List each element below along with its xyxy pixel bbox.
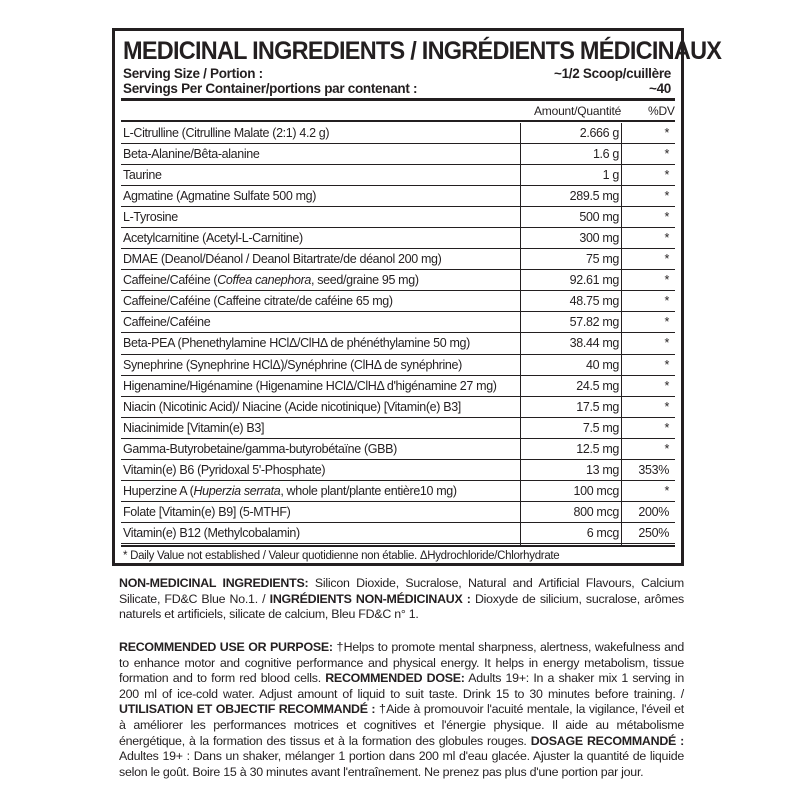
column-header-dv: %DV [648, 104, 675, 118]
ingredient-amount: 2.666 g [579, 126, 619, 140]
ingredient-dv: * [664, 441, 669, 456]
ingredient-name: DMAE (Deanol/Déanol / Deanol Bitartrate/de déanol 200 mg) [123, 252, 442, 267]
ingredient-amount: 289.5 mg [569, 189, 619, 204]
ingredient-name [123, 484, 457, 498]
table-row [121, 312, 675, 333]
ingredient-dv: * [664, 252, 669, 267]
servings-per-container-label: Servings Per Container/portions par contenant : [123, 81, 418, 96]
servings-per-container-line [123, 81, 671, 96]
recommended-use-section [119, 640, 684, 780]
ingredient-amount: 500 mg [579, 210, 619, 225]
ingredient-dv: 353% [638, 462, 669, 477]
ingredient-dv: * [664, 126, 669, 140]
label-utilisation: UTILISATION ET OBJECTIF RECOMMANDÉ : [119, 702, 376, 717]
ingredient-name: L-Tyrosine [123, 210, 178, 225]
ingredient-dv: * [664, 399, 669, 414]
ingredient-name-part: , seed/graine 95 mg) [311, 273, 419, 288]
ingredient-name-part: Huperzine A ( [123, 483, 194, 498]
ingredient-dv: 250% [638, 525, 669, 540]
ingredient-amount: 48.75 mg [569, 294, 619, 309]
table-row [121, 481, 675, 502]
serving-size-label: Serving Size / Portion : [123, 66, 263, 81]
table-row [121, 291, 675, 312]
serving-size-line [123, 66, 671, 81]
table-row [121, 249, 675, 270]
ingredient-amount: 1.6 g [592, 147, 619, 162]
servings-per-container-value: ~40 [649, 81, 671, 96]
ingredient-dv: * [664, 210, 669, 225]
ingredient-dv: * [664, 315, 669, 330]
medicinal-ingredients-panel [112, 28, 722, 566]
table-row [121, 397, 675, 418]
column-header-amount: Amount/Quantité [534, 104, 622, 118]
ingredient-name: Gamma-Butyrobetaine/gamma-butyrobétaïne (GBB) [123, 441, 397, 456]
table-row [121, 355, 675, 376]
ingredient-table [121, 123, 675, 544]
ingredient-name: Niacinimide [Vitamin(e) B3] [123, 420, 265, 435]
ingredient-amount: 1 g [602, 168, 619, 183]
table-row [121, 376, 675, 397]
ingredient-dv: 200% [638, 504, 669, 519]
ingredient-name: Niacin (Nicotinic Acid)/ Niacine (Acide nicotinique) [Vitamin(e) B3] [123, 399, 461, 414]
ingredient-dv: * [664, 483, 669, 498]
ingredient-name: Synephrine (Synephrine HClΔ)/Synéphrine (ClHΔ de synéphrine) [123, 357, 462, 372]
ingredient-name: Agmatine (Agmatine Sulfate 500 mg) [123, 189, 317, 204]
label-dosage: DOSAGE RECOMMANDÉ : [530, 733, 685, 748]
text-dosage: Adultes 19+ : Dans un shaker, mélanger 1 portion dans 200 ml d'eau glacée. Ajuster la quantité de liquide selon le goût. Boire 15 à 30 minutes avant l'entraînement. Ne prenez pas plus d'une portion par jour. [119, 749, 684, 779]
table-row [121, 123, 675, 144]
ingredient-amount: 57.82 mg [569, 315, 619, 330]
header-divider [121, 120, 675, 122]
table-row [121, 207, 675, 228]
ingredient-name-part: , whole plant/plante entière10 mg) [280, 483, 457, 498]
label-non-medicinal-en: NON-MEDICINAL INGREDIENTS: [119, 576, 309, 590]
ingredient-name: Beta-PEA (Phenethylamine HClΔ/ClHΔ de phénéthylamine 50 mg) [123, 336, 470, 351]
ingredient-dv: * [664, 294, 669, 309]
non-medicinal-ingredients [119, 576, 684, 623]
table-row [121, 523, 675, 544]
serving-size-value: ~1/2 Scoop/cuillère [554, 66, 671, 81]
ingredient-dv: * [664, 378, 669, 393]
ingredient-name: Caffeine/Caféine (Caffeine citrate/de caféine 65 mg) [123, 294, 393, 309]
ingredient-name: L-Citrulline (Citrulline Malate (2:1) 4.2 g) [123, 126, 330, 140]
label-recommended-use: RECOMMENDED USE OR PURPOSE: [119, 640, 333, 654]
label-non-medicinal-fr: INGRÉDIENTS NON-MÉDICINAUX : [269, 591, 471, 606]
ingredient-dv: * [664, 231, 669, 246]
ingredient-dv: * [664, 357, 669, 372]
table-row [121, 186, 675, 207]
ingredient-amount: 92.61 mg [569, 273, 619, 288]
table-row [121, 270, 675, 291]
ingredient-amount: 12.5 mg [576, 441, 619, 456]
panel-title: MEDICINAL INGREDIENTS / INGRÉDIENTS MÉDICINAUX [123, 37, 722, 65]
ingredient-dv: * [664, 168, 669, 183]
ingredient-name: Vitamin(e) B12 (Methylcobalamin) [123, 525, 300, 540]
table-row [121, 439, 675, 460]
ingredient-amount: 75 mg [586, 252, 619, 267]
ingredient-amount: 100 mcg [573, 483, 619, 498]
table-row [121, 144, 675, 165]
text-recommended-dose: Adults 19+: In a shaker mix 1 serving in 200 ml of ice-cold water. Adjust amount of liquid to suit taste. Drink 15 to 30 minutes before training. / [119, 671, 684, 701]
ingredient-amount: 13 mg [586, 462, 619, 477]
footnote: * Daily Value not established / Valeur quotidienne non établie. ΔHydrochloride/Chlorhydrate [123, 550, 560, 562]
ingredient-name: Vitamin(e) B6 (Pyridoxal 5'-Phosphate) [123, 462, 326, 477]
table-row [121, 460, 675, 481]
ingredient-name: Acetylcarnitine (Acetyl-L-Carnitine) [123, 231, 303, 246]
table-row [121, 165, 675, 186]
ingredient-name: Caffeine/Caféine [123, 315, 211, 330]
ingredient-name: Taurine [123, 168, 162, 183]
ingredient-amount: 800 mcg [573, 504, 619, 519]
ingredient-name: Folate [Vitamin(e) B9] (5-MTHF) [123, 504, 291, 519]
ingredient-dv: * [664, 147, 669, 162]
ingredient-name: Higenamine/Higénamine (Higenamine HClΔ/ClHΔ d'higénamine 27 mg) [123, 378, 497, 393]
text-non-medicinal-en: Silicon Dioxide, Sucralose, Natural and Artificial Flavours, Calcium Silicate, FD&C Blue No.1. / [119, 576, 685, 606]
thick-divider [121, 98, 675, 101]
ingredient-amount: 38.44 mg [569, 336, 619, 351]
bottom-divider [121, 545, 675, 547]
ingredient-amount: 40 mg [586, 357, 619, 372]
text-utilisation: †Aide à promouvoir l'acuité mentale, la vigilance, l'éveil et à améliorer les performances motrices et cognitives et l'énergie physique. Il aide au métabolisme énergétique, à la formation des tissus et à la formation des globules rouges. [119, 702, 684, 748]
text-non-medicinal-fr: Dioxyde de silicium, sucralose, arômes naturels et artificiels, silicate de calcium, Bleu FD&C n° 1. [119, 591, 684, 622]
ingredient-latin-name: Huperzia serrata [193, 483, 281, 498]
ingredient-dv: * [664, 420, 669, 435]
ingredient-latin-name: Coffea canephora [217, 273, 312, 288]
table-row [121, 228, 675, 249]
table-row [121, 418, 675, 439]
ingredient-amount: 6 mcg [586, 525, 619, 540]
ingredient-name-part: Caffeine/Caféine ( [123, 273, 218, 288]
table-row [121, 502, 675, 523]
ingredient-amount: 7.5 mg [582, 420, 619, 435]
text-recommended-use: †Helps to promote mental sharpness, alertness, wakefulness and to enhance motor and cognitive performance and physical energy. It helps in energy metabolism, tissue formation and to form red blood cells. [119, 640, 684, 686]
ingredient-dv: * [664, 336, 669, 351]
ingredient-amount: 300 mg [579, 231, 619, 246]
ingredient-dv: * [664, 189, 669, 204]
ingredient-name: Beta-Alanine/Bêta-alanine [123, 147, 260, 162]
ingredient-amount: 17.5 mg [576, 399, 619, 414]
ingredient-amount: 24.5 mg [576, 378, 619, 393]
ingredient-name [123, 273, 419, 287]
table-row [121, 333, 675, 354]
label-recommended-dose: RECOMMENDED DOSE: [325, 671, 465, 686]
ingredient-dv: * [664, 273, 669, 288]
